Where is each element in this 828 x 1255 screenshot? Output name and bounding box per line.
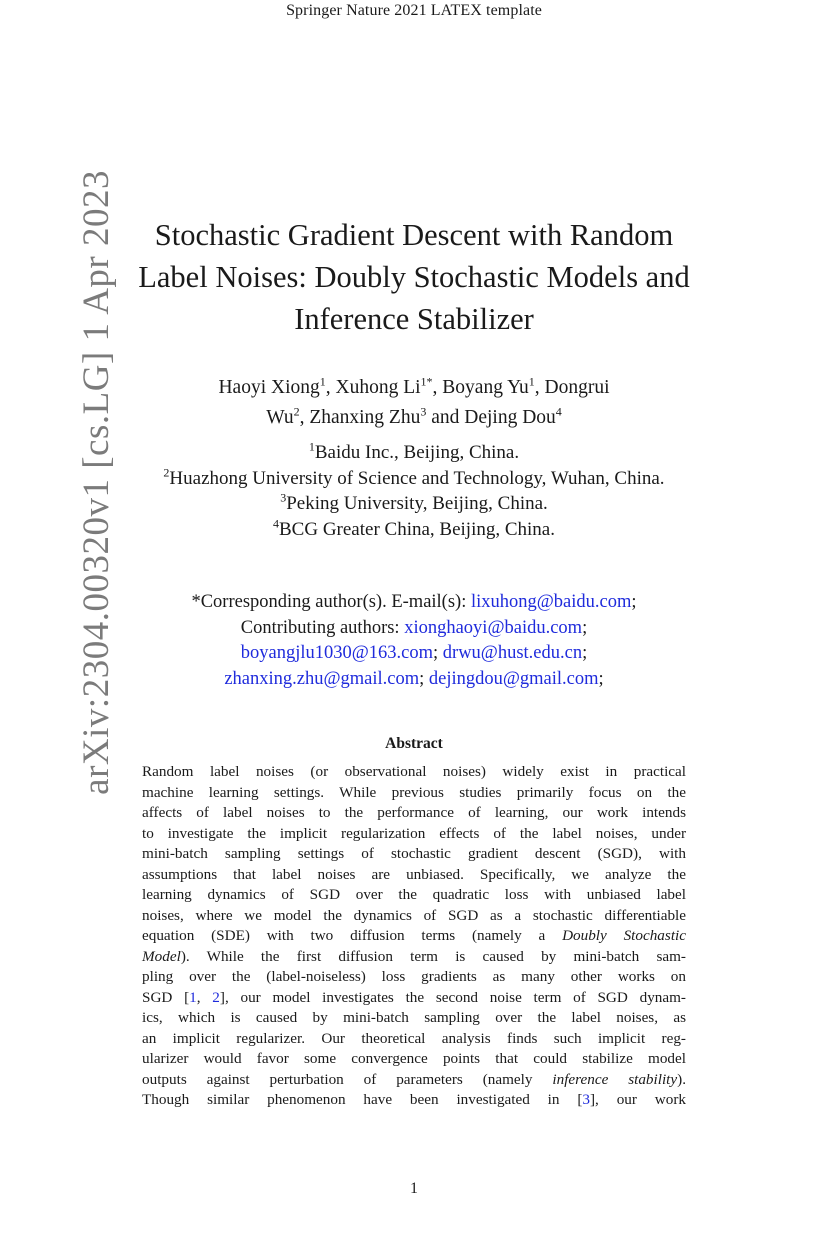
correspondence-block xyxy=(100,590,728,692)
author-separator: , xyxy=(299,407,310,428)
abstract-line xyxy=(142,1029,686,1050)
abstract-text: Though similar phenomenon have been investigated in [ xyxy=(142,1091,583,1108)
author-name: Boyang Yu xyxy=(442,377,529,398)
abstract-text: equation (SDE) with two diffusion terms (namely a xyxy=(142,927,563,944)
abstract-text: learning dynamics of SGD over the quadratic loss with unbiased label xyxy=(142,886,686,903)
affiliation xyxy=(60,440,768,466)
author-line-2 xyxy=(140,403,688,433)
affiliation-list xyxy=(60,440,768,542)
abstract-text: mini-batch sampling settings of stochastic gradient descent (SGD), with xyxy=(142,845,686,862)
email-line: zhanxing.zhu@gmail.com; dejingdou@gmail.com; xyxy=(224,668,604,689)
contributing-label: Contributing authors: xyxy=(240,617,400,638)
citation-link[interactable]: 2 xyxy=(212,988,220,1006)
affiliation xyxy=(60,491,768,517)
arxiv-identifier[interactable]: arXiv:2304.00320v1 [cs.LG] 1 Apr 2023 xyxy=(76,170,117,795)
abstract-line xyxy=(142,1070,686,1091)
author-name: Xuhong Li xyxy=(335,377,421,398)
abstract-text: , xyxy=(196,988,213,1006)
emphasized-term: inference stability xyxy=(552,1070,678,1088)
abstract-line xyxy=(142,762,686,783)
abstract-heading: Abstract xyxy=(385,735,443,752)
abstract-line xyxy=(142,1090,686,1111)
abstract-text: noises, where we model the dynamics of SGD as a stochastic differentiable xyxy=(142,906,686,924)
abstract-line xyxy=(142,803,686,824)
abstract-line xyxy=(142,844,686,865)
abstract-text: Random label noises (or observational noises) widely exist in practical xyxy=(142,763,686,780)
author-separator: and xyxy=(426,407,465,428)
abstract-text: machine learning settings. While previous studies primarily focus on the xyxy=(142,783,686,801)
running-head: Springer Nature 2021 LATEX template xyxy=(286,2,542,19)
paper-title xyxy=(100,214,728,340)
abstract-line xyxy=(142,947,686,968)
corresponding-line: *Corresponding author(s). E-mail(s): lixuhong@baidu.com; xyxy=(191,592,637,612)
affiliation-number: 4 xyxy=(273,516,279,531)
author-affiliation-mark: 3 xyxy=(420,404,427,419)
affiliation-text: BCG Greater China, Beijing, China. xyxy=(279,518,555,540)
author-affiliation-mark: 2 xyxy=(293,404,300,419)
abstract-text: ularizer would favor some convergence points that could stabilize model xyxy=(142,1050,686,1067)
abstract-text: ). While the first diffusion term is caused by mini-batch sam- xyxy=(180,947,686,965)
abstract-line xyxy=(142,1008,686,1029)
affiliation-number: 3 xyxy=(280,490,287,505)
author-name: Dejing Dou xyxy=(464,407,556,428)
email-link[interactable]: zhanxing.zhu@gmail.com xyxy=(224,668,420,689)
abstract-text: ics, which is caused by mini-batch sampling over the label noises, as xyxy=(142,1009,686,1026)
author-separator: , xyxy=(432,377,443,398)
email-line: boyangjlu1030@163.com; drwu@hust.edu.cn; xyxy=(240,643,588,663)
affiliation-number: 2 xyxy=(163,465,170,480)
author-affiliation-mark: 4 xyxy=(555,404,562,419)
emphasized-term: Model xyxy=(142,947,181,965)
affiliation-number: 1 xyxy=(308,439,315,454)
abstract-text: outputs against perturbation of parameters (namely xyxy=(142,1070,553,1088)
contributing-line: Contributing authors: xionghaoyi@baidu.com; xyxy=(240,617,588,638)
abstract-line xyxy=(142,1049,686,1070)
title-line: Label Noises: Doubly Stochastic Models and xyxy=(138,260,690,294)
author-affiliation-mark: 1 xyxy=(319,374,326,389)
abstract-line xyxy=(142,967,686,988)
abstract-text: affects of label noises to the performance of learning, our work intends xyxy=(142,804,686,821)
affiliation xyxy=(60,466,768,492)
title-line: Inference Stabilizer xyxy=(294,302,534,336)
author-affiliation-mark: 1 xyxy=(528,374,535,389)
author-separator: , xyxy=(325,377,336,398)
abstract-text: assumptions that label noises are unbiased. Specifically, we analyze the xyxy=(142,865,686,883)
abstract-text: an implicit regularizer. Our theoretical analysis finds such implicit reg- xyxy=(142,1029,686,1047)
email-link[interactable]: drwu@hust.edu.cn xyxy=(442,643,583,663)
corresponding-label: *Corresponding author(s). E-mail(s): xyxy=(191,592,467,612)
abstract-text: ). xyxy=(677,1070,687,1088)
author-name: Dongrui xyxy=(544,377,610,398)
citation-link[interactable]: 1 xyxy=(189,988,197,1006)
abstract-text: ], our model investigates the second noise term of SGD dynam- xyxy=(219,988,686,1006)
abstract-line xyxy=(142,865,686,886)
citation-link[interactable]: 3 xyxy=(582,1091,590,1108)
author-name: Zhanxing Zhu xyxy=(309,407,421,428)
abstract-line xyxy=(142,885,686,906)
abstract-line xyxy=(142,906,686,927)
affiliation xyxy=(60,517,768,543)
author-separator: , xyxy=(534,377,545,398)
email-link[interactable]: lixuhong@baidu.com xyxy=(470,592,632,612)
abstract-line xyxy=(142,824,686,845)
abstract-body xyxy=(142,762,686,1111)
email-link[interactable]: boyangjlu1030@163.com xyxy=(240,643,434,663)
author-affiliation-mark: 1* xyxy=(420,374,433,389)
abstract-line xyxy=(142,783,686,804)
abstract-line xyxy=(142,988,686,1009)
author-list xyxy=(140,373,688,433)
author-name: Haoyi Xiong xyxy=(218,377,320,398)
abstract-text: SGD [ xyxy=(142,988,190,1006)
emphasized-term: Doubly Stochastic xyxy=(562,927,686,944)
email-link[interactable]: dejingdou@gmail.com xyxy=(428,668,599,689)
email-link[interactable]: xionghaoyi@baidu.com xyxy=(404,617,583,638)
page-number: 1 xyxy=(410,1180,418,1197)
author-name: Wu xyxy=(266,407,294,428)
abstract-text: ], our work xyxy=(590,1091,687,1108)
affiliation-text: Huazhong University of Science and Technology, Wuhan, China. xyxy=(169,467,665,489)
affiliation-text: Baidu Inc., Beijing, China. xyxy=(314,442,520,463)
abstract-text: to investigate the implicit regularization effects of the label noises, under xyxy=(142,824,686,842)
abstract-text: pling over the (label-noiseless) loss gradients as many other works on xyxy=(142,968,686,985)
affiliation-text: Peking University, Beijing, China. xyxy=(286,493,548,514)
title-line: Stochastic Gradient Descent with Random xyxy=(154,218,674,252)
author-line-1 xyxy=(140,373,688,403)
abstract-line xyxy=(142,926,686,947)
